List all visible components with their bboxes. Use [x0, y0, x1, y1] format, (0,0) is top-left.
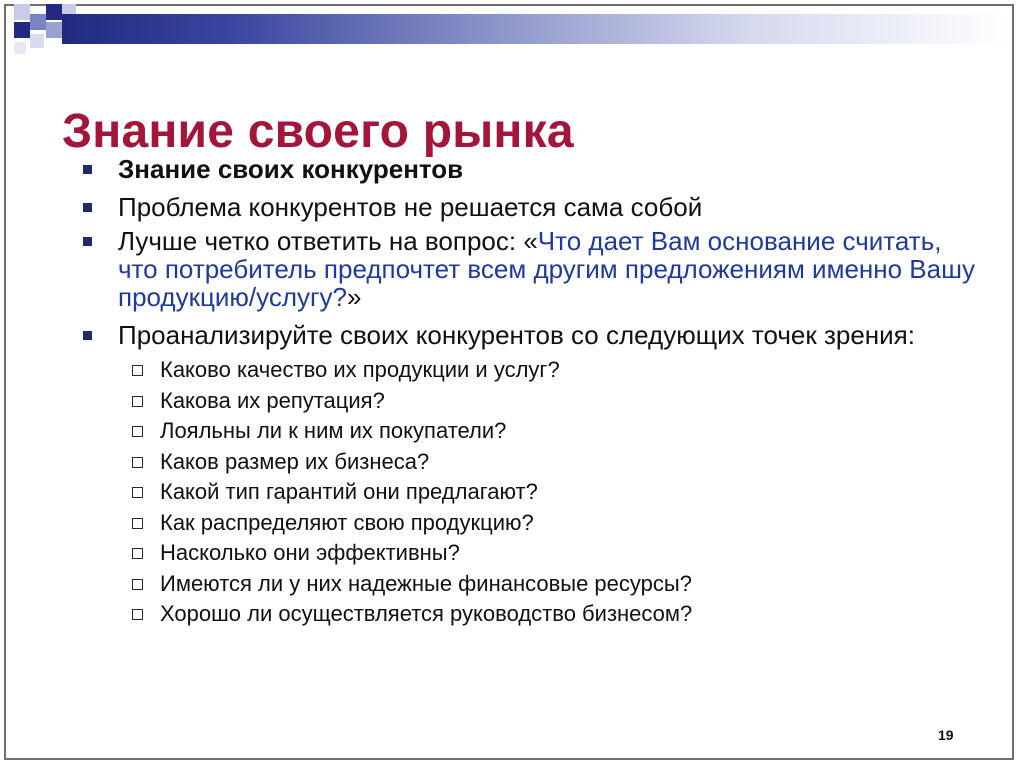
sub-bullet: Какова их репутация? — [80, 386, 980, 417]
sub-bullet: Каков размер их бизнеса? — [80, 447, 980, 478]
hollow-square-bullet-icon — [132, 518, 143, 529]
hollow-square-bullet-icon — [132, 487, 143, 498]
deco-square-3 — [46, 4, 62, 20]
page-number: 19 — [938, 727, 954, 743]
square-bullet-icon — [83, 331, 92, 340]
deco-square-2 — [30, 14, 46, 30]
sub-bullet: Каково качество их продукции и услуг? — [80, 355, 980, 386]
sub-bullet: Насколько они эффективны? — [80, 538, 980, 569]
deco-square-5 — [14, 22, 30, 38]
deco-square-8 — [14, 42, 26, 54]
bullet-4 — [80, 321, 980, 349]
bullet-2 — [80, 193, 980, 221]
bullet-text-before: Лучше четко ответить на вопрос: « — [118, 226, 538, 256]
deco-square-7 — [30, 34, 44, 48]
hollow-square-bullet-icon — [132, 548, 143, 559]
hollow-square-bullet-icon — [132, 457, 143, 468]
sub-bullet: Какой тип гарантий они предлагают? — [80, 477, 980, 508]
deco-square-6 — [46, 22, 62, 38]
sub-bullet-list — [80, 355, 980, 630]
bullet-text: Проанализируйте своих конкурентов со следующих точек зрения: — [118, 320, 915, 350]
bullet-text: Проблема конкурентов не решается сама собой — [118, 192, 703, 222]
sub-bullet: Хорошо ли осуществляется руководство бизнесом? — [80, 599, 980, 630]
square-bullet-icon — [83, 237, 92, 246]
sub-bullet: Как распределяют свою продукцию? — [80, 508, 980, 539]
hollow-square-bullet-icon — [132, 609, 143, 620]
hollow-square-bullet-icon — [132, 426, 143, 437]
slide-content — [80, 150, 980, 630]
hollow-square-bullet-icon — [132, 579, 143, 590]
bullet-3 — [80, 227, 980, 311]
square-bullet-icon — [83, 165, 92, 174]
hollow-square-bullet-icon — [132, 365, 143, 376]
deco-square-1 — [14, 4, 30, 20]
slide-title: Знание своего рынка — [62, 105, 574, 158]
bullet-text: Знание своих конкурентов — [118, 154, 464, 184]
sub-bullet: Имеются ли у них надежные финансовые ресурсы? — [80, 569, 980, 600]
bullet-1 — [80, 155, 980, 183]
header-gradient-bar — [62, 14, 1010, 44]
hollow-square-bullet-icon — [132, 396, 143, 407]
bullet-text-after: » — [346, 282, 362, 312]
square-bullet-icon — [83, 203, 92, 212]
quoted-question: Что дает Вам основание считать, что потребитель предпочтет всем другим предложениям именно Вашу продукцию/услугу? — [118, 226, 975, 312]
sub-bullet: Лояльны ли к ним их покупатели? — [80, 416, 980, 447]
